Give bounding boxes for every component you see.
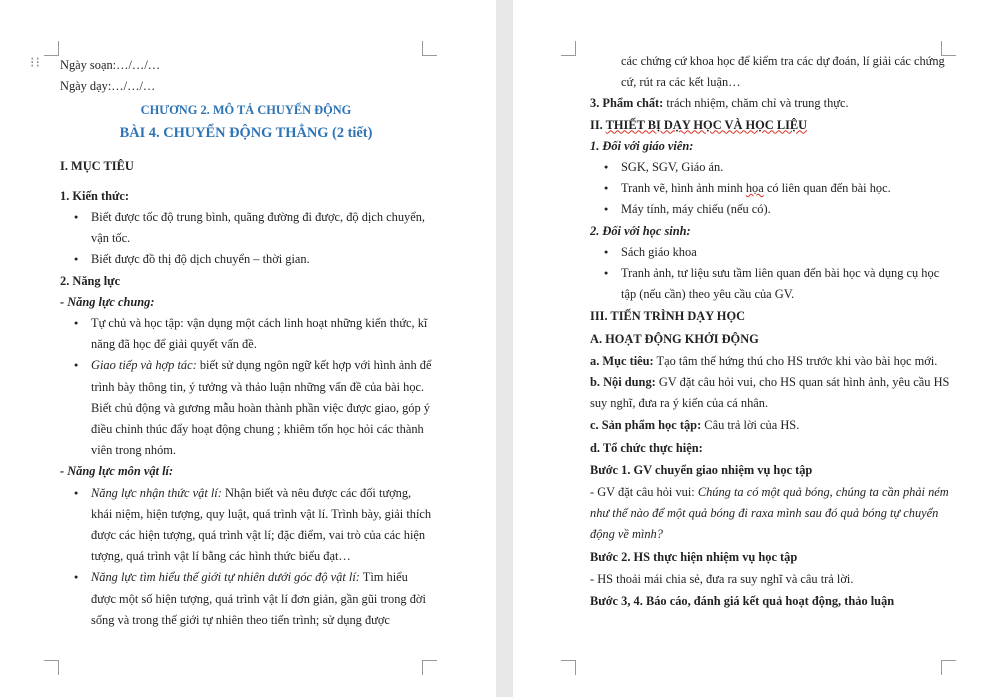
margin-mark-top-right [422, 41, 437, 56]
list-item [590, 178, 954, 199]
ngay-day: Ngày dạy:…/…/… [60, 79, 156, 94]
heading-hoc-sinh: 2. Đối với học sinh: [590, 223, 691, 238]
list-item [60, 567, 432, 631]
item-lead: Năng lực tìm hiểu thế giới tự nhiên dưới góc độ vật lí: [91, 570, 360, 585]
buoc-2-text: - HS thoải mái chia sẻ, đưa ra suy nghĩ và câu trả lời. [590, 571, 854, 586]
margin-mark-top-left [561, 41, 576, 56]
heading-text: THIẾT BỊ DẠY HỌC VÀ HỌC LIỆU [605, 117, 808, 132]
heading-number: II. [590, 117, 606, 132]
document-page-2 [513, 0, 1006, 697]
buoc-1: Bước 1. GV chuyển giao nhiệm vụ học tập [590, 462, 813, 477]
item-text: có liên quan đến bài học. [763, 181, 891, 196]
list-item: ● SGK, SGV, Giáo án. [590, 157, 954, 178]
giao-vien-list [590, 157, 954, 221]
list-item: ● Tự chủ và học tập: vận dụng một cách linh hoạt những kiến thức, kĩ năng đã học để giải quyết vấn đề. [60, 313, 432, 355]
page-2-content [590, 51, 954, 612]
hoc-sinh-list [590, 242, 954, 306]
margin-mark-top-left [44, 41, 59, 56]
list-item: ● Sách giáo khoa [590, 242, 954, 263]
nang-luc-mon-list [60, 483, 432, 631]
buoc-3-4: Bước 3, 4. Báo cáo, đánh giá kết quả hoạt động, thảo luận [590, 594, 895, 609]
margin-mark-bottom-left [561, 660, 576, 675]
lesson-title: BÀI 4. CHUYỂN ĐỘNG THẲNG (2 tiết) [119, 124, 373, 141]
drag-handle-icon[interactable]: ⁝⁝ [30, 55, 41, 71]
noi-dung-lead: b. Nội dung: [590, 375, 656, 390]
noi-dung [590, 372, 954, 414]
list-item [60, 355, 432, 461]
muc-tieu [590, 351, 954, 372]
heading-muc-tieu: I. MỤC TIÊU [60, 158, 134, 173]
page-1-content [60, 55, 432, 631]
buoc-2: Bước 2. HS thực hiện nhiệm vụ học tập [590, 549, 798, 564]
margin-mark-bottom-left [44, 660, 59, 675]
heading-giao-vien: 1. Đối với giáo viên: [590, 138, 694, 153]
pham-chat [590, 93, 954, 114]
continued-text: các chứng cứ khoa học để kiểm tra các dự đoán, lí giải các chứng cứ, rút ra các kết luận… [621, 54, 945, 90]
san-pham [590, 415, 954, 436]
list-item: ● Tranh ảnh, tư liệu sưu tầm liên quan đến bài học và dụng cụ học tập (nếu cần) theo yêu cầu của GV. [590, 263, 954, 305]
heading-nang-luc-mon: - Năng lực môn vật lí: [60, 464, 174, 479]
list-item: ● Biết được đồ thị độ dịch chuyển – thời gian. [60, 249, 432, 270]
buoc-1-lead: - GV đặt câu hỏi vui: [590, 485, 698, 500]
buoc-1-text [590, 482, 954, 546]
document-page-1 [0, 0, 496, 697]
noi-dung-text: GV đặt câu hỏi vui, cho HS quan sát hình ảnh, yêu cầu HS suy nghĩ, đưa ra ý kiến của cá nhân. [590, 375, 950, 411]
heading-nang-luc-chung: - Năng lực chung: [60, 294, 155, 309]
item-lead: Giao tiếp và hợp tác: [91, 358, 197, 373]
list-item [60, 483, 432, 568]
heading-kien-thuc: 1. Kiến thức: [60, 188, 130, 203]
kien-thuc-list [60, 207, 432, 271]
san-pham-text: Câu trả lời của HS. [701, 418, 800, 433]
muc-tieu-lead: a. Mục tiêu: [590, 353, 654, 368]
item-text: Tìm hiểu được một số hiện tượng, quá trình vật lí đơn giản, gần gũi trong đời sống và trong thế giới tự nhiên theo tiến trình; sử dụng được [91, 570, 426, 627]
pham-chat-lead: 3. Phẩm chất: [590, 96, 664, 111]
heading-nang-luc: 2. Năng lực [60, 273, 121, 288]
spellcheck-word[interactable]: họa [745, 181, 764, 196]
nang-luc-chung-list [60, 313, 432, 461]
margin-mark-bottom-right [422, 660, 437, 675]
to-chuc: d. Tổ chức thực hiện: [590, 440, 703, 455]
list-item: ● Biết được tốc độ trung bình, quãng đường đi được, độ dịch chuyển, vận tốc. [60, 207, 432, 249]
item-text: biết sử dụng ngôn ngữ kết hợp với hình ảnh để trình bày thông tin, ý tưởng và thảo luận những vấn đề của bài học. Biết chủ động và gương mẫu hoàn thành phần việc được giao, góp ý điều chỉnh thúc đẩy hoạt động chung ; khiêm tốn học hỏi các thành viên trong nhóm. [91, 358, 432, 458]
san-pham-lead: c. Sản phẩm học tập: [590, 418, 702, 433]
list-item: ● Máy tính, máy chiếu (nếu có). [590, 199, 954, 220]
item-text: Nhận biết và nêu được các đối tượng, khái niệm, hiện tượng, quy luật, quá trình vật lí. Trình bày, giải thích được các hiện tượng, quá trình vật lí; đặc điểm, vai trò của các hiện tượng, quá trình vật lí bằng các hình thức biểu đạt… [91, 485, 432, 564]
item-lead: Năng lực nhận thức vật lí: [91, 485, 222, 500]
heading-tien-trinh: III. TIẾN TRÌNH DẠY HỌC [590, 309, 746, 324]
muc-tieu-text: Tạo tâm thế hứng thú cho HS trước khi vào bài học mới. [653, 353, 938, 368]
buoc-1-question: Chúng ta có một quả bóng, chúng ta cần phải ném như thế nào để một quả bóng đi raxa mình sau đó quả bóng tự chuyển động về mình? [590, 485, 949, 542]
heading-khoi-dong: A. HOẠT ĐỘNG KHỞI ĐỘNG [590, 331, 759, 346]
heading-thiet-bi [590, 115, 954, 136]
ngay-soan: Ngày soạn:…/…/… [60, 58, 161, 72]
item-text: Tranh vẽ, hình ảnh minh [621, 181, 746, 196]
pham-chat-text: trách nhiệm, chăm chỉ và trung thực. [663, 96, 849, 111]
margin-mark-bottom-right [941, 660, 956, 675]
chapter-title: CHƯƠNG 2. MÔ TẢ CHUYỂN ĐỘNG [140, 103, 352, 118]
